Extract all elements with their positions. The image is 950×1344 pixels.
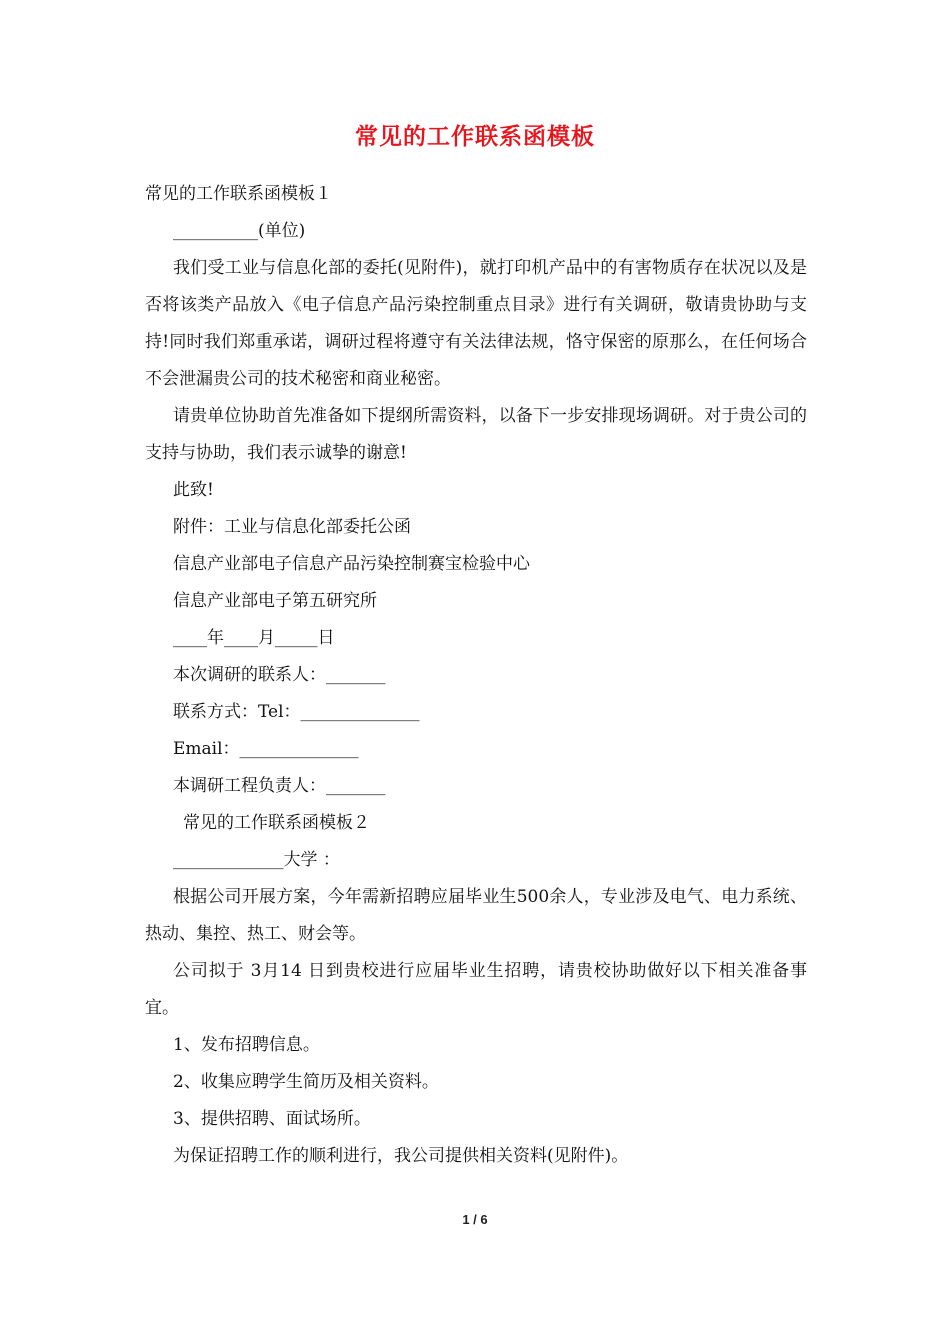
date-line: ____年____月_____日 [173,628,335,648]
section-heading-1: 常见的工作联系函模板１ [145,184,332,204]
page-indicator: 1 / 6 [462,1212,488,1227]
closing-line: 此致! [173,480,214,500]
attachment-line: 附件：工业与信息化部委托公函 [173,517,411,537]
body-paragraph: 公司拟于 3月14 日到贵校进行应届毕业生招聘，请贵校协助做好以下相关准备事宜。 [145,961,807,1018]
recipient-line: __________(单位) [173,221,306,241]
list-item: 1、发布招聘信息。 [173,1035,320,1055]
body-paragraph: 我们受工业与信息化部的委托(见附件)，就打印机产品中的有害物质存在状况以及是否将该类产品放入《电子信息产品污染控制重点目录》进行有关调研，敬请贵协助与支持!同时我们郑重承诺，调研过程将遵守有关法律法规，恪守保密的原那么，在任何场合不会泄漏贵公司的技术秘密和商业秘密。 [145,258,807,389]
recipient-line: _____________大学 ： [173,850,340,870]
contact-line: 联系方式：Tel：______________ [173,702,420,722]
body-paragraph: 请贵单位协助首先准备如下提纲所需资料，以备下一步安排现场调研。对于贵公司的支持与协助，我们表示诚挚的谢意! [145,406,807,463]
contact-line: Email：______________ [173,739,359,759]
section-heading-2: 常见的工作联系函模板２ [183,813,370,833]
document-title: 常见的工作联系函模板 [355,123,595,150]
signatory-line: 信息产业部电子第五研究所 [173,591,377,611]
list-item: 3、提供招聘、面试场所。 [173,1109,371,1129]
signatory-line: 信息产业部电子信息产品污染控制赛宝检验中心 [173,554,530,574]
body-paragraph: 根据公司开展方案，今年需新招聘应届毕业生500余人，专业涉及电气、电力系统、热动、集控、热工、财会等。 [145,887,807,944]
body-paragraph: 为保证招聘工作的顺利进行，我公司提供相关资料(见附件)。 [173,1146,629,1166]
list-item: 2、收集应聘学生简历及相关资料。 [173,1072,439,1092]
contact-line: 本调研工程负责人：_______ [173,776,386,796]
document-body [145,176,807,1175]
contact-line: 本次调研的联系人：_______ [173,665,386,685]
